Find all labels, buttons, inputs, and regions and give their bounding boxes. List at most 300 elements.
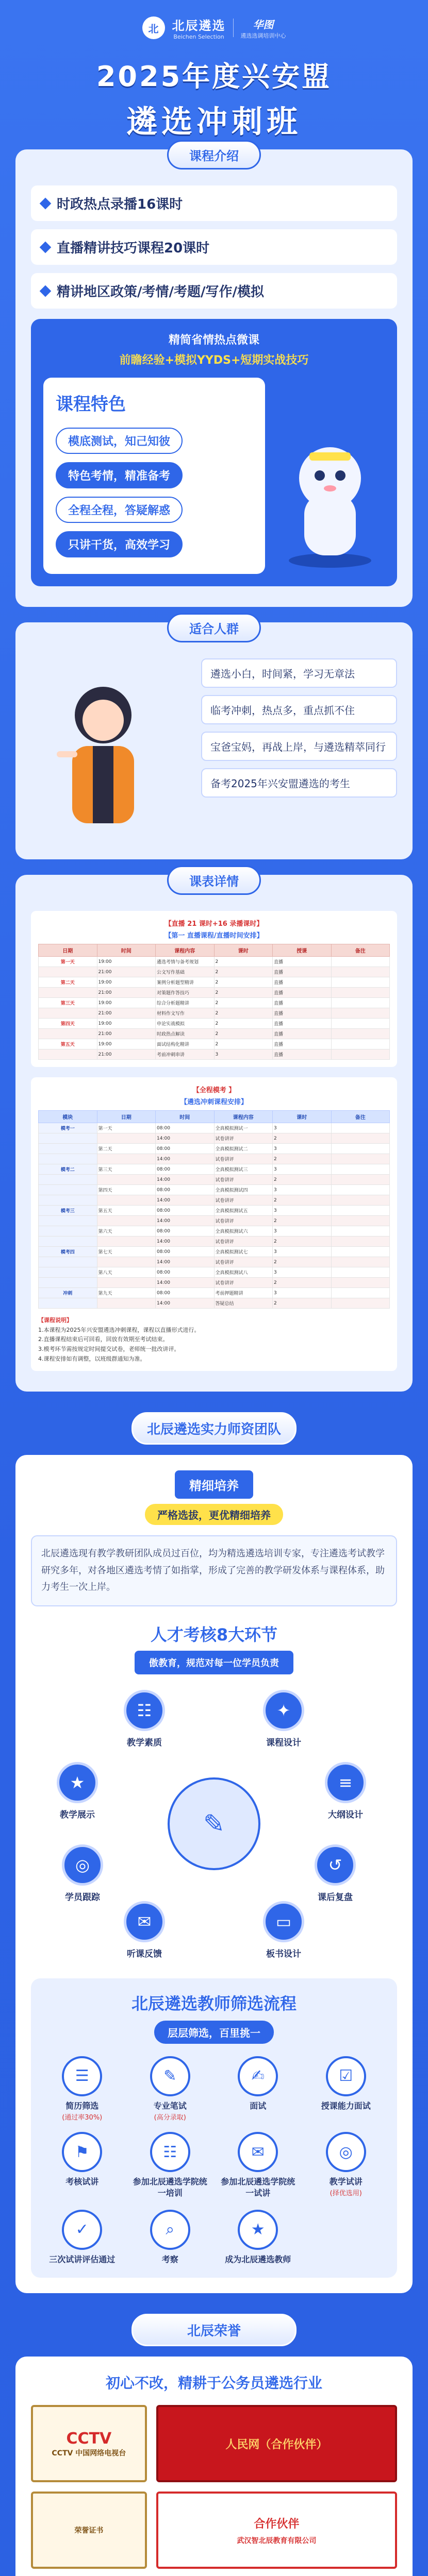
selection-flow bbox=[31, 1978, 397, 2278]
table-cell: 08:00 bbox=[156, 1164, 215, 1175]
step-icon: ◎ bbox=[326, 2132, 366, 2172]
logo-row bbox=[0, 0, 428, 40]
table-cell: 19:00 bbox=[97, 1019, 156, 1029]
flow-step-label: 考察 bbox=[161, 2254, 178, 2264]
table-cell bbox=[331, 967, 390, 977]
table-cell: 3 bbox=[273, 1123, 332, 1133]
step-node: ★ 教学展示 bbox=[49, 1762, 106, 1820]
table-cell: 冲刺 bbox=[39, 1288, 97, 1298]
table-cell: 试卷讲评 bbox=[214, 1175, 273, 1185]
table-cell: 综合分析题精讲 bbox=[156, 998, 215, 1008]
table-cell bbox=[39, 1185, 97, 1195]
table-row bbox=[39, 1298, 390, 1309]
table-cell: 14:00 bbox=[156, 1195, 215, 1206]
table-header: 时间 bbox=[97, 944, 156, 957]
feature-pill: 模底测试，知己知彼 bbox=[56, 428, 183, 454]
partner-sub: 遴选选调培训中心 bbox=[240, 32, 286, 39]
table-row bbox=[39, 1185, 390, 1195]
panel-subtitle: 前瞻经验+模拟YYDS+短期实战技巧 bbox=[119, 354, 309, 367]
table-cell: 答疑总结 bbox=[214, 1298, 273, 1309]
table-cell: 08:00 bbox=[156, 1144, 215, 1154]
table-cell: 08:00 bbox=[156, 1226, 215, 1236]
table-cell: 第二天 bbox=[39, 977, 97, 988]
table-cell: 模考三 bbox=[39, 1206, 97, 1216]
table-cell: 第四天 bbox=[97, 1185, 156, 1195]
table-cell: 直播 bbox=[273, 957, 332, 967]
certificate: 合作伙伴 武汉智北辰教育有限公司 bbox=[156, 2492, 397, 2569]
table-cell: 对策题作答技巧 bbox=[156, 988, 215, 998]
table-cell: 2 bbox=[214, 957, 273, 967]
table-row bbox=[39, 957, 390, 967]
table-cell: 案例分析题型精讲 bbox=[156, 977, 215, 988]
table-header: 备注 bbox=[331, 1111, 390, 1123]
table-cell: 21:00 bbox=[97, 988, 156, 998]
table-cell: 3 bbox=[273, 1226, 332, 1236]
table-cell: 全真模拟测试七 bbox=[214, 1247, 273, 1257]
table-cell: 21:00 bbox=[97, 1029, 156, 1039]
flow-step-note: (择优选用) bbox=[330, 2190, 362, 2198]
table-row bbox=[39, 998, 390, 1008]
table-cell bbox=[97, 1278, 156, 1288]
table-cell: 直播 bbox=[273, 1029, 332, 1039]
table-cell: 第六天 bbox=[97, 1226, 156, 1236]
table-header: 课时 bbox=[273, 1111, 332, 1123]
table-cell: 19:00 bbox=[97, 957, 156, 967]
table-cell bbox=[39, 1144, 97, 1154]
flow-step bbox=[131, 2210, 209, 2265]
schedule-table bbox=[38, 944, 390, 1060]
table-cell: 08:00 bbox=[156, 1123, 215, 1133]
table-cell bbox=[331, 1236, 390, 1247]
table-row bbox=[39, 1154, 390, 1164]
table-cell: 面试结构化精讲 bbox=[156, 1039, 215, 1049]
flow-step bbox=[131, 2132, 209, 2199]
partner-name: 华图 bbox=[253, 18, 274, 31]
table-cell: 模考一 bbox=[39, 1123, 97, 1133]
table-cell bbox=[331, 1298, 390, 1309]
table-cell bbox=[331, 1216, 390, 1226]
table-cell bbox=[97, 1298, 156, 1309]
table-cell: 模考二 bbox=[39, 1164, 97, 1175]
table-subtitle: 【遴选冲刺课程安排】 bbox=[180, 1098, 248, 1106]
table-cell: 试卷讲评 bbox=[214, 1257, 273, 1267]
flow-title: 北辰遴选教师筛选流程 bbox=[131, 1993, 297, 2013]
table-cell: 19:00 bbox=[97, 1039, 156, 1049]
table-cell: 14:00 bbox=[156, 1278, 215, 1288]
table-row bbox=[39, 1267, 390, 1278]
table-cell: 2 bbox=[214, 977, 273, 988]
table-cell: 全真模拟测试五 bbox=[214, 1206, 273, 1216]
table-cell: 21:00 bbox=[97, 1049, 156, 1060]
feature-card-title: 课程特色 bbox=[56, 394, 126, 415]
step-icon: ✓ bbox=[62, 2210, 102, 2250]
flow-step-note: (高分录取) bbox=[154, 2114, 186, 2122]
table-cell: 直播 bbox=[273, 967, 332, 977]
logo-divider bbox=[233, 19, 234, 37]
table-cell: 第九天 bbox=[97, 1288, 156, 1298]
table-cell bbox=[39, 1154, 97, 1164]
table-cell: 08:00 bbox=[156, 1267, 215, 1278]
table-cell bbox=[331, 988, 390, 998]
flow-step-label: 参加北辰遴选学院统一试讲 bbox=[221, 2177, 295, 2198]
table-cell bbox=[39, 1195, 97, 1206]
outline-icon: ≡ bbox=[325, 1762, 366, 1803]
table-cell: 全真模拟测试三 bbox=[214, 1164, 273, 1175]
table-cell bbox=[39, 1278, 97, 1288]
table-cell bbox=[331, 1175, 390, 1185]
team-tag-sub: 严格选拔，更优精细培养 bbox=[145, 1504, 283, 1525]
feature-panel bbox=[31, 319, 397, 586]
table-cell: 直播 bbox=[273, 1008, 332, 1019]
step-node: ▭ 板书设计 bbox=[255, 1901, 312, 1959]
course-intro-section bbox=[15, 149, 413, 607]
table-cell: 直播 bbox=[273, 998, 332, 1008]
table-cell bbox=[97, 1175, 156, 1185]
table-cell bbox=[39, 967, 97, 977]
table-row bbox=[39, 1236, 390, 1247]
step-icon: ☰ bbox=[62, 2056, 102, 2096]
panel-title: 精简省情热点微课 bbox=[168, 334, 259, 347]
brand-name: 北辰遴选 bbox=[172, 18, 226, 33]
table-cell: 08:00 bbox=[156, 1288, 215, 1298]
step-icon: ⚑ bbox=[62, 2132, 102, 2172]
table-cell: 第五天 bbox=[39, 1039, 97, 1049]
table-cell: 直播 bbox=[273, 1039, 332, 1049]
flow-step bbox=[131, 2056, 209, 2122]
audience-list bbox=[201, 658, 397, 798]
table-subtitle: 【第一 直播课程/直播时间安排】 bbox=[164, 932, 264, 940]
table-row bbox=[39, 967, 390, 977]
team-heading: 北辰遴选实力师资团队 bbox=[131, 1412, 297, 1445]
table-cell: 2 bbox=[273, 1195, 332, 1206]
flow-step-note: (通过率30%) bbox=[62, 2114, 103, 2122]
honor-title: 初心不改，精耕于公务员遴选行业 bbox=[105, 2375, 322, 2392]
table-row bbox=[39, 1278, 390, 1288]
feature-pill: 全程全程，答疑解惑 bbox=[56, 497, 183, 523]
flow-step-label: 三次试讲评估通过 bbox=[49, 2254, 116, 2264]
flow-step bbox=[307, 2056, 385, 2122]
table-cell bbox=[39, 1175, 97, 1185]
table-cell bbox=[39, 1267, 97, 1278]
flow-step-label: 考核试讲 bbox=[65, 2177, 99, 2187]
course-notes bbox=[38, 1316, 390, 1364]
table-cell: 第一天 bbox=[39, 957, 97, 967]
table-cell: 直播 bbox=[273, 988, 332, 998]
table-cell bbox=[331, 1195, 390, 1206]
audience-item: 备考2025年兴安盟遴选的考生 bbox=[201, 768, 397, 798]
hero-title: 2025年度兴安盟 bbox=[96, 60, 332, 93]
audience-section bbox=[15, 622, 413, 859]
table-cell: 19:00 bbox=[97, 998, 156, 1008]
intro-item-label: 直播精讲技巧课程20课时 bbox=[57, 241, 210, 256]
table-cell: 第八天 bbox=[97, 1267, 156, 1278]
table-row bbox=[39, 1164, 390, 1175]
table-cell: 14:00 bbox=[156, 1298, 215, 1309]
table-cell: 2 bbox=[214, 1029, 273, 1039]
intro-item bbox=[31, 229, 397, 265]
note-line: 4.课程安排如有调整，以班级群通知为准。 bbox=[38, 1355, 146, 1362]
table-cell: 2 bbox=[214, 998, 273, 1008]
table-cell: 直播 bbox=[273, 1019, 332, 1029]
intro-item-label: 时政热点录播16课时 bbox=[57, 197, 183, 212]
table-cell: 3 bbox=[273, 1164, 332, 1175]
table-cell bbox=[97, 1195, 156, 1206]
team-description: 北辰遴选现有教学教研团队成员过百位，均为精选遴选培训专家，专注遴选考试教学研究多年，对各地区遴选考情了如指掌，形成了完善的教学研发体系与课程体系，助力考生一次上岸。 bbox=[31, 1535, 397, 1606]
table-cell bbox=[331, 1226, 390, 1236]
table-cell: 2 bbox=[214, 1039, 273, 1049]
table-cell: 08:00 bbox=[156, 1185, 215, 1195]
table-header: 日期 bbox=[97, 1111, 156, 1123]
table-cell: 14:00 bbox=[156, 1175, 215, 1185]
feature-card bbox=[43, 378, 265, 574]
certificate: 人民网（合作伙伴） bbox=[156, 2405, 397, 2482]
table-cell bbox=[331, 977, 390, 988]
table-row bbox=[39, 1019, 390, 1029]
mock-exam-table bbox=[38, 1110, 390, 1309]
table-header: 模块 bbox=[39, 1111, 97, 1123]
table-cell: 3 bbox=[273, 1185, 332, 1195]
table-cell: 2 bbox=[214, 967, 273, 977]
table-cell bbox=[39, 1236, 97, 1247]
step-icon: ★ bbox=[238, 2210, 278, 2250]
hero-subtitle: 遴选冲刺班 bbox=[126, 104, 302, 140]
table-cell: 21:00 bbox=[97, 1008, 156, 1019]
table-cell: 3 bbox=[273, 1247, 332, 1257]
schedule-table-1 bbox=[31, 911, 397, 1067]
table-cell: 2 bbox=[273, 1298, 332, 1309]
step-node: ↺ 课后复盘 bbox=[307, 1844, 364, 1903]
table-cell: 2 bbox=[273, 1175, 332, 1185]
table-cell bbox=[39, 1226, 97, 1236]
table-row bbox=[39, 1206, 390, 1216]
flow-step-label: 授课能力面试 bbox=[321, 2100, 371, 2111]
table-cell: 2 bbox=[273, 1216, 332, 1226]
certificate: CCTV CCTV 中国网络电视台 bbox=[31, 2405, 147, 2482]
table-cell: 14:00 bbox=[156, 1154, 215, 1164]
table-row bbox=[39, 1049, 390, 1060]
review-icon: ↺ bbox=[315, 1844, 356, 1886]
flow-step bbox=[219, 2210, 297, 2265]
table-cell bbox=[331, 1257, 390, 1267]
table-cell: 第三天 bbox=[39, 998, 97, 1008]
table-cell: 14:00 bbox=[156, 1133, 215, 1144]
table-cell: 遴选考情与备考规划 bbox=[156, 957, 215, 967]
table-cell: 3 bbox=[273, 1267, 332, 1278]
table-cell: 全真模拟测试二 bbox=[214, 1144, 273, 1154]
section-heading: 课表详情 bbox=[167, 866, 261, 895]
brand-logo-icon: 北 bbox=[142, 16, 165, 39]
audience-item: 临考冲刺，热点多，重点抓不住 bbox=[201, 695, 397, 724]
table-cell bbox=[39, 988, 97, 998]
hub-icon: ✎ bbox=[168, 1777, 260, 1870]
feature-pill: 特色考情，精准备考 bbox=[56, 462, 183, 488]
table-cell: 第四天 bbox=[39, 1019, 97, 1029]
mascot-illustration bbox=[273, 432, 387, 576]
table-header: 课程内容 bbox=[156, 944, 215, 957]
table-cell bbox=[39, 1298, 97, 1309]
table-cell bbox=[331, 1278, 390, 1288]
table-cell bbox=[331, 1185, 390, 1195]
schedule-section bbox=[15, 875, 413, 1392]
table-cell: 19:00 bbox=[97, 977, 156, 988]
table-cell: 2 bbox=[273, 1257, 332, 1267]
table-cell: 试卷讲评 bbox=[214, 1236, 273, 1247]
table-cell: 2 bbox=[214, 1019, 273, 1029]
honor-section bbox=[15, 2357, 413, 2576]
table-header: 时间 bbox=[156, 1111, 215, 1123]
table-cell: 14:00 bbox=[156, 1236, 215, 1247]
notes-title: 【课程说明】 bbox=[38, 1317, 72, 1324]
table-cell: 公文写作基础 bbox=[156, 967, 215, 977]
intro-item bbox=[31, 185, 397, 221]
design-icon: ✦ bbox=[263, 1690, 304, 1731]
table-cell bbox=[39, 1008, 97, 1019]
schedule-table-2 bbox=[31, 1077, 397, 1371]
diamond-icon bbox=[40, 285, 52, 297]
table-cell: 试卷讲评 bbox=[214, 1133, 273, 1144]
table-cell bbox=[97, 1133, 156, 1144]
table-cell bbox=[331, 1019, 390, 1029]
flow-grid bbox=[43, 2056, 385, 2266]
table-cell: 2 bbox=[273, 1236, 332, 1247]
flow-step-label: 成为北辰遴选教师 bbox=[225, 2254, 291, 2264]
table-cell: 考前押题精讲 bbox=[214, 1288, 273, 1298]
table-row bbox=[39, 988, 390, 998]
note-line: 3.模考环节需按规定时间提交试卷，老师统一批改讲评。 bbox=[38, 1346, 180, 1353]
step-node: ≡ 大纲设计 bbox=[317, 1762, 374, 1820]
step-node: ✉ 听课反馈 bbox=[116, 1901, 173, 1959]
table-cell bbox=[97, 1236, 156, 1247]
table-cell bbox=[331, 1008, 390, 1019]
show-icon: ★ bbox=[57, 1762, 98, 1803]
table-cell: 3 bbox=[214, 1049, 273, 1060]
step-node: ✦ 课程设计 bbox=[255, 1690, 312, 1748]
table-cell bbox=[331, 1206, 390, 1216]
hero bbox=[0, 0, 428, 140]
flow-subtitle: 层层筛选，百里挑一 bbox=[154, 2021, 274, 2044]
table-row bbox=[39, 1175, 390, 1185]
table-cell bbox=[39, 1216, 97, 1226]
table-title: 【直播 21 课时+16 录播课时】 bbox=[164, 920, 264, 928]
honor-grid bbox=[31, 2405, 397, 2576]
table-cell: 3 bbox=[273, 1206, 332, 1216]
assessment-wheel bbox=[49, 1685, 379, 1963]
table-cell: 模考四 bbox=[39, 1247, 97, 1257]
table-row bbox=[39, 1029, 390, 1039]
tracking-icon: ◎ bbox=[62, 1844, 103, 1886]
flow-step-label: 专业笔试 bbox=[153, 2100, 187, 2111]
table-cell: 第二天 bbox=[97, 1144, 156, 1154]
team-section bbox=[15, 1455, 413, 2293]
table-row bbox=[39, 1257, 390, 1267]
flow-step-label: 教学试讲 bbox=[329, 2177, 363, 2187]
table-cell bbox=[97, 1154, 156, 1164]
table-cell: 全真模拟测试八 bbox=[214, 1267, 273, 1278]
table-cell bbox=[39, 1257, 97, 1267]
table-title: 【全程模考 】 bbox=[192, 1087, 236, 1094]
teaching-icon: ☷ bbox=[124, 1690, 165, 1731]
flow-step bbox=[307, 2132, 385, 2199]
table-cell: 21:00 bbox=[97, 967, 156, 977]
table-cell bbox=[39, 1029, 97, 1039]
table-cell: 试卷讲评 bbox=[214, 1278, 273, 1288]
table-cell: 第一天 bbox=[97, 1123, 156, 1133]
table-cell bbox=[331, 1154, 390, 1164]
table-row bbox=[39, 1195, 390, 1206]
table-cell bbox=[331, 1267, 390, 1278]
table-cell bbox=[331, 1164, 390, 1175]
table-cell bbox=[331, 1049, 390, 1060]
table-cell: 全真模拟测试六 bbox=[214, 1226, 273, 1236]
table-row bbox=[39, 1133, 390, 1144]
table-row bbox=[39, 1247, 390, 1257]
table-row bbox=[39, 1288, 390, 1298]
table-cell: 2 bbox=[273, 1154, 332, 1164]
teacher-illustration bbox=[36, 669, 170, 839]
table-row bbox=[39, 1216, 390, 1226]
table-cell bbox=[331, 1144, 390, 1154]
step-icon: ⌕ bbox=[150, 2210, 190, 2250]
table-header: 备注 bbox=[331, 944, 390, 957]
table-cell: 全真模拟测试一 bbox=[214, 1123, 273, 1133]
diamond-icon bbox=[40, 241, 52, 253]
section-heading: 课程介绍 bbox=[167, 140, 261, 170]
brand-sub: Beichen Selection bbox=[173, 33, 224, 40]
table-row bbox=[39, 1226, 390, 1236]
step-node: ☷ 教学素质 bbox=[116, 1690, 173, 1748]
table-row bbox=[39, 1144, 390, 1154]
table-cell: 试卷讲评 bbox=[214, 1216, 273, 1226]
table-row bbox=[39, 1039, 390, 1049]
feedback-icon: ✉ bbox=[124, 1901, 165, 1942]
table-cell bbox=[331, 1039, 390, 1049]
table-cell: 08:00 bbox=[156, 1206, 215, 1216]
table-cell: 直播 bbox=[273, 977, 332, 988]
step-icon: ☷ bbox=[150, 2132, 190, 2172]
table-cell: 时政热点解读 bbox=[156, 1029, 215, 1039]
table-header: 授课 bbox=[273, 944, 332, 957]
flow-step-label: 参加北辰遴选学院统一培训 bbox=[133, 2177, 207, 2198]
steps-title: 人才考核8大环节 bbox=[150, 1624, 278, 1645]
table-cell bbox=[331, 998, 390, 1008]
table-cell: 3 bbox=[273, 1144, 332, 1154]
note-line: 1.本课程为2025年兴安盟遴选冲刺课程，课程以直播形式进行。 bbox=[38, 1326, 200, 1333]
table-row bbox=[39, 1123, 390, 1133]
flow-step bbox=[43, 2132, 121, 2199]
table-header: 课程内容 bbox=[214, 1111, 273, 1123]
step-icon: ✍ bbox=[238, 2056, 278, 2096]
table-cell: 2 bbox=[214, 988, 273, 998]
table-cell bbox=[97, 1257, 156, 1267]
table-header: 课时 bbox=[214, 944, 273, 957]
table-cell: 试卷讲评 bbox=[214, 1154, 273, 1164]
table-cell: 2 bbox=[214, 1008, 273, 1019]
table-cell bbox=[331, 957, 390, 967]
flow-step-label: 面试 bbox=[250, 2100, 267, 2111]
flow-step-label: 简历筛选 bbox=[65, 2100, 99, 2111]
step-icon: ✉ bbox=[238, 2132, 278, 2172]
table-cell bbox=[331, 1029, 390, 1039]
table-cell bbox=[331, 1123, 390, 1133]
table-cell: 全真模拟测试四 bbox=[214, 1185, 273, 1195]
table-cell: 08:00 bbox=[156, 1247, 215, 1257]
table-cell: 试卷讲评 bbox=[214, 1195, 273, 1206]
steps-subtitle: 傲教育，规范对每一位学员负责 bbox=[135, 1651, 293, 1674]
table-cell: 直播 bbox=[273, 1049, 332, 1060]
certificate: 荣誉证书 bbox=[31, 2492, 147, 2569]
section-heading: 适合人群 bbox=[167, 613, 261, 642]
board-icon: ▭ bbox=[263, 1901, 304, 1942]
